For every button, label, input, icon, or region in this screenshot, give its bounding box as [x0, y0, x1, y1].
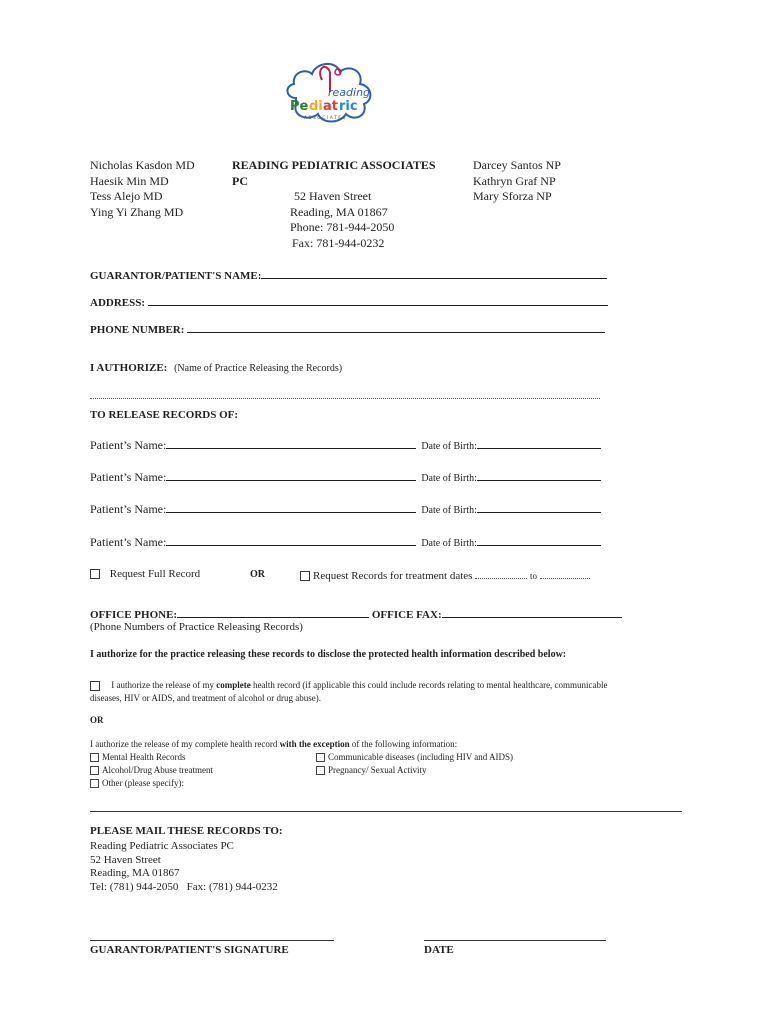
patient-name-field[interactable] [166, 534, 416, 546]
practice-city: Reading, MA 01867 [290, 204, 388, 219]
doctors-left-list [90, 158, 195, 220]
complete-record-option [90, 679, 608, 705]
checkbox-icon[interactable] [90, 569, 100, 579]
dob-label: Date of Birth: [421, 473, 477, 484]
patient-name-field[interactable] [166, 437, 416, 449]
checkbox-icon[interactable] [90, 766, 99, 775]
guarantor-name-row [90, 267, 607, 282]
svg-text:ric: ric [339, 99, 358, 114]
practice-street: 52 Haven Street [294, 189, 372, 203]
mail-line: 52 Haven Street [90, 853, 161, 866]
mail-heading: PLEASE MAIL THESE RECORDS TO: [90, 825, 283, 837]
complete-line2: diseases, HIV or AIDS, and treatment of alcohol or drug abuse). [90, 693, 322, 703]
checkbox-icon[interactable] [316, 766, 325, 775]
releasing-practice-row [90, 386, 600, 404]
exception-option-label: Communicable diseases (including HIV and AIDS) [328, 752, 514, 762]
mail-address-block [90, 840, 278, 894]
doctor-name: Nicholas Kasdon MD [90, 158, 195, 172]
dob-field[interactable] [477, 469, 601, 481]
request-full-label: Request Full Record [109, 568, 201, 580]
exception-option[interactable] [90, 751, 213, 764]
patient-name-label: Patient’s Name: [90, 502, 167, 516]
mail-line: Tel: (781) 944-2050 Fax: (781) 944-0232 [90, 880, 278, 893]
guarantor-name-field[interactable] [261, 267, 607, 279]
patient-row [90, 469, 601, 485]
dob-label: Date of Birth: [421, 538, 477, 549]
dob-field[interactable] [477, 534, 601, 546]
practice-address-block [232, 158, 448, 251]
dob-label: Date of Birth: [421, 441, 477, 452]
exception-option[interactable] [90, 777, 213, 790]
or-label-2: OR [90, 715, 104, 725]
phone-field[interactable] [187, 321, 605, 333]
release-heading: TO RELEASE RECORDS OF: [90, 409, 239, 421]
or-label: OR [250, 569, 265, 580]
office-note: (Phone Numbers of Practice Releasing Records) [90, 621, 303, 633]
doctor-name: Mary Sforza NP [473, 189, 552, 203]
releasing-practice-field[interactable] [90, 388, 600, 399]
patient-name-field[interactable] [166, 469, 416, 481]
doctor-name: Ying Yi Zhang MD [90, 204, 184, 219]
authorize-hint: (Name of Practice Releasing the Records) [174, 363, 343, 374]
checkbox-icon[interactable] [90, 753, 99, 762]
complete-post: health record (if applicable this could include records relating to mental healthcare, communicable [252, 680, 608, 690]
office-contact-row [90, 606, 622, 621]
checkbox-icon[interactable] [300, 571, 310, 581]
svg-text:di: di [309, 99, 323, 114]
complete-pre: I authorize the release of my [111, 680, 214, 690]
address-row [90, 294, 608, 309]
mail-line: Reading Pediatric Associates PC [90, 840, 234, 852]
doctor-name: Kathryn Graf NP [473, 173, 556, 188]
authorize-label: I AUTHORIZE: [90, 362, 168, 374]
patient-name-label: Patient’s Name: [90, 438, 167, 452]
patient-row [90, 534, 601, 550]
disclose-statement: I authorize for the practice releasing these records to disclose the protected health information described below: [90, 649, 567, 660]
exception-option-label: Pregnancy/ Sexual Activity [328, 765, 427, 775]
patient-name-field[interactable] [166, 501, 416, 513]
phone-label: PHONE NUMBER: [90, 324, 185, 336]
guarantor-name-label: GUARANTOR/PATIENT'S NAME: [90, 270, 262, 282]
svg-text:reading: reading [328, 86, 371, 99]
doctor-name: Tess Alejo MD [90, 189, 163, 203]
svg-text:ASSOCIATES: ASSOCIATES [304, 116, 347, 121]
to-label: to [529, 571, 537, 581]
disclose-statement-text: I authorize for the practice releasing these records to disclose the protected health information described below [90, 649, 563, 660]
dob-label: Date of Birth: [421, 505, 477, 516]
request-dates-option[interactable] [300, 568, 590, 582]
signature-field[interactable] [90, 940, 334, 941]
checkbox-icon[interactable] [316, 753, 325, 762]
section-divider [90, 811, 682, 812]
mail-line: Reading, MA 01867 [90, 867, 180, 879]
practice-fax: Fax: 781-944-0232 [292, 235, 385, 250]
practice-phone: Phone: 781-944-2050 [290, 220, 395, 234]
start-date-field[interactable] [475, 568, 527, 579]
exception-option[interactable] [316, 764, 513, 777]
dob-field[interactable] [477, 501, 601, 513]
doctor-name: Haesik Min MD [90, 173, 169, 188]
doctor-name: Darcey Santos NP [473, 158, 561, 172]
exception-option-label: Other (please specify): [102, 778, 184, 788]
exception-option-label: Alcohol/Drug Abuse treatment [102, 765, 213, 775]
dob-field[interactable] [477, 437, 601, 449]
office-fax-field[interactable] [442, 606, 622, 618]
end-date-field[interactable] [540, 568, 590, 579]
address-field[interactable] [148, 294, 608, 306]
exception-option[interactable] [90, 764, 213, 777]
exception-pre: I authorize the release of my complete health record [90, 739, 278, 749]
exception-post: of the following information: [351, 739, 458, 749]
request-dates-label: Request Records for treatment dates [313, 570, 473, 582]
signature-label: GUARANTOR/PATIENT'S SIGNATURE [90, 944, 289, 956]
office-fax-label: OFFICE FAX: [371, 609, 442, 621]
request-full-option[interactable] [90, 568, 200, 580]
exception-option-label: Mental Health Records [102, 752, 186, 762]
exception-block [90, 738, 457, 751]
checkbox-icon[interactable] [90, 779, 99, 788]
patient-name-label: Patient’s Name: [90, 535, 167, 549]
patient-row [90, 437, 601, 453]
svg-text:at: at [323, 99, 338, 114]
authorize-row [90, 362, 342, 374]
date-field[interactable] [424, 940, 606, 941]
exception-left-list [90, 751, 213, 790]
patient-name-label: Patient’s Name: [90, 470, 167, 484]
date-label: DATE [424, 944, 454, 956]
address-label: ADDRESS: [90, 297, 146, 309]
reading-pediatric-logo [282, 58, 378, 134]
doctors-right-list [473, 158, 561, 205]
office-phone-label: OFFICE PHONE: [90, 609, 178, 621]
checkbox-icon[interactable] [90, 681, 100, 691]
phone-row [90, 321, 605, 336]
complete-bold: complete [216, 680, 251, 690]
patient-row [90, 501, 601, 517]
office-phone-field[interactable] [177, 606, 369, 618]
exception-option[interactable] [316, 751, 513, 764]
svg-text:Pe: Pe [290, 99, 309, 114]
practice-name: READING PEDIATRIC ASSOCIATES PC [232, 158, 436, 188]
exception-bold: with the exception [279, 739, 350, 749]
exception-right-list [316, 751, 513, 777]
